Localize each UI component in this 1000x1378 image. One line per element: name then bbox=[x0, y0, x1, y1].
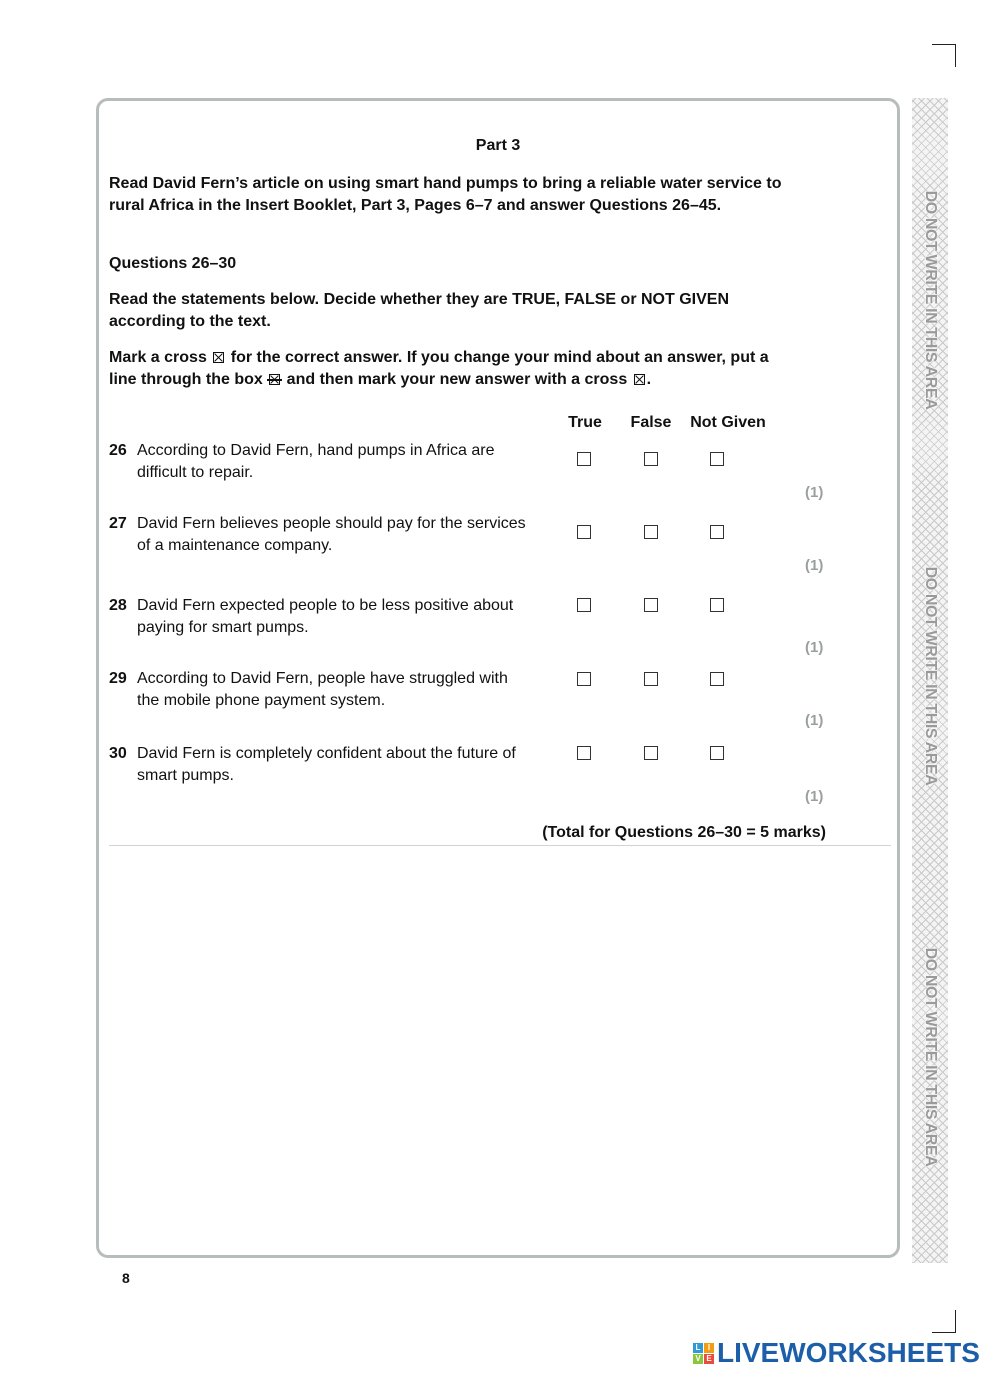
q27-true-checkbox[interactable] bbox=[577, 525, 591, 539]
question-text: David Fern believes people should pay for the services of a maintenance company. bbox=[137, 515, 526, 554]
mark-instruction-part1: Mark a cross bbox=[109, 349, 207, 366]
q28-marks: (1) bbox=[805, 639, 824, 656]
mark-instruction-part2: for the correct answer. If you change your mind about an answer, put a line through the box bbox=[109, 349, 769, 388]
crop-mark-top bbox=[932, 44, 956, 45]
q29-false-checkbox[interactable] bbox=[644, 672, 658, 686]
q30-not-given-checkbox[interactable] bbox=[710, 746, 724, 760]
q27-not-given-checkbox[interactable] bbox=[710, 525, 724, 539]
liveworksheets-icon bbox=[693, 1343, 714, 1364]
question-text: According to David Fern, people have struggled with the mobile phone payment system. bbox=[137, 670, 508, 709]
logo-letter: L bbox=[693, 1343, 703, 1353]
question-number: 29 bbox=[109, 670, 127, 687]
liveworksheets-name: LIVEWORKSHEETS bbox=[717, 1337, 980, 1368]
q26-true-checkbox[interactable] bbox=[577, 452, 591, 466]
liveworksheets-logo bbox=[693, 1338, 980, 1368]
q28-false-checkbox[interactable] bbox=[644, 598, 658, 612]
column-false: False bbox=[630, 414, 672, 431]
mark-instruction bbox=[109, 347, 799, 391]
logo-letter: V bbox=[693, 1354, 703, 1364]
question-27 bbox=[109, 513, 529, 557]
q26-marks: (1) bbox=[805, 484, 824, 501]
question-number: 28 bbox=[109, 597, 127, 614]
logo-letter: E bbox=[704, 1354, 714, 1364]
q30-true-checkbox[interactable] bbox=[577, 746, 591, 760]
question-26 bbox=[109, 440, 529, 484]
q27-false-checkbox[interactable] bbox=[644, 525, 658, 539]
crop-mark-bottom-vertical bbox=[955, 1310, 956, 1333]
column-true: True bbox=[568, 414, 602, 431]
q26-not-given-checkbox[interactable] bbox=[710, 452, 724, 466]
q29-not-given-checkbox[interactable] bbox=[710, 672, 724, 686]
q29-marks: (1) bbox=[805, 712, 824, 729]
cross-box-icon bbox=[213, 352, 224, 363]
question-29 bbox=[109, 668, 529, 712]
intro-text: Read David Fern’s article on using smart hand pumps to bring a reliable water service to rural Africa in the Insert Booklet, Part 3, Pages 6–7 and answer Questions 26–45. bbox=[109, 175, 782, 214]
q26-false-checkbox[interactable] bbox=[644, 452, 658, 466]
question-text: According to David Fern, hand pumps in Africa are difficult to repair. bbox=[137, 442, 495, 481]
crop-mark-top-vertical bbox=[955, 44, 956, 67]
question-28 bbox=[109, 595, 529, 639]
divider bbox=[109, 845, 891, 846]
q30-marks: (1) bbox=[805, 788, 824, 805]
part-title: Part 3 bbox=[475, 137, 521, 154]
crop-mark-bottom bbox=[932, 1332, 956, 1333]
question-text: David Fern expected people to be less positive about paying for smart pumps. bbox=[137, 597, 514, 636]
page-number: 8 bbox=[122, 1270, 130, 1286]
questions-heading: Questions 26–30 bbox=[109, 255, 237, 272]
question-30 bbox=[109, 743, 529, 787]
cross-box-icon bbox=[634, 374, 645, 385]
q29-true-checkbox[interactable] bbox=[577, 672, 591, 686]
total-marks: (Total for Questions 26–30 = 5 marks) bbox=[542, 824, 826, 841]
question-number: 26 bbox=[109, 442, 127, 459]
mark-instruction-part4: . bbox=[646, 371, 652, 388]
instruction-text: Read the statements below. Decide whether they are TRUE, FALSE or NOT GIVEN according to the text. bbox=[109, 291, 729, 330]
q28-true-checkbox[interactable] bbox=[577, 598, 591, 612]
logo-letter: I bbox=[704, 1343, 714, 1353]
question-number: 27 bbox=[109, 515, 127, 532]
q28-not-given-checkbox[interactable] bbox=[710, 598, 724, 612]
question-number: 30 bbox=[109, 745, 127, 762]
changed-box-icon bbox=[269, 374, 280, 385]
q30-false-checkbox[interactable] bbox=[644, 746, 658, 760]
column-not-given: Not Given bbox=[690, 414, 766, 431]
q27-marks: (1) bbox=[805, 557, 824, 574]
mark-instruction-part3: and then mark your new answer with a cross bbox=[286, 371, 628, 388]
question-text: David Fern is completely confident about the future of smart pumps. bbox=[137, 745, 516, 784]
